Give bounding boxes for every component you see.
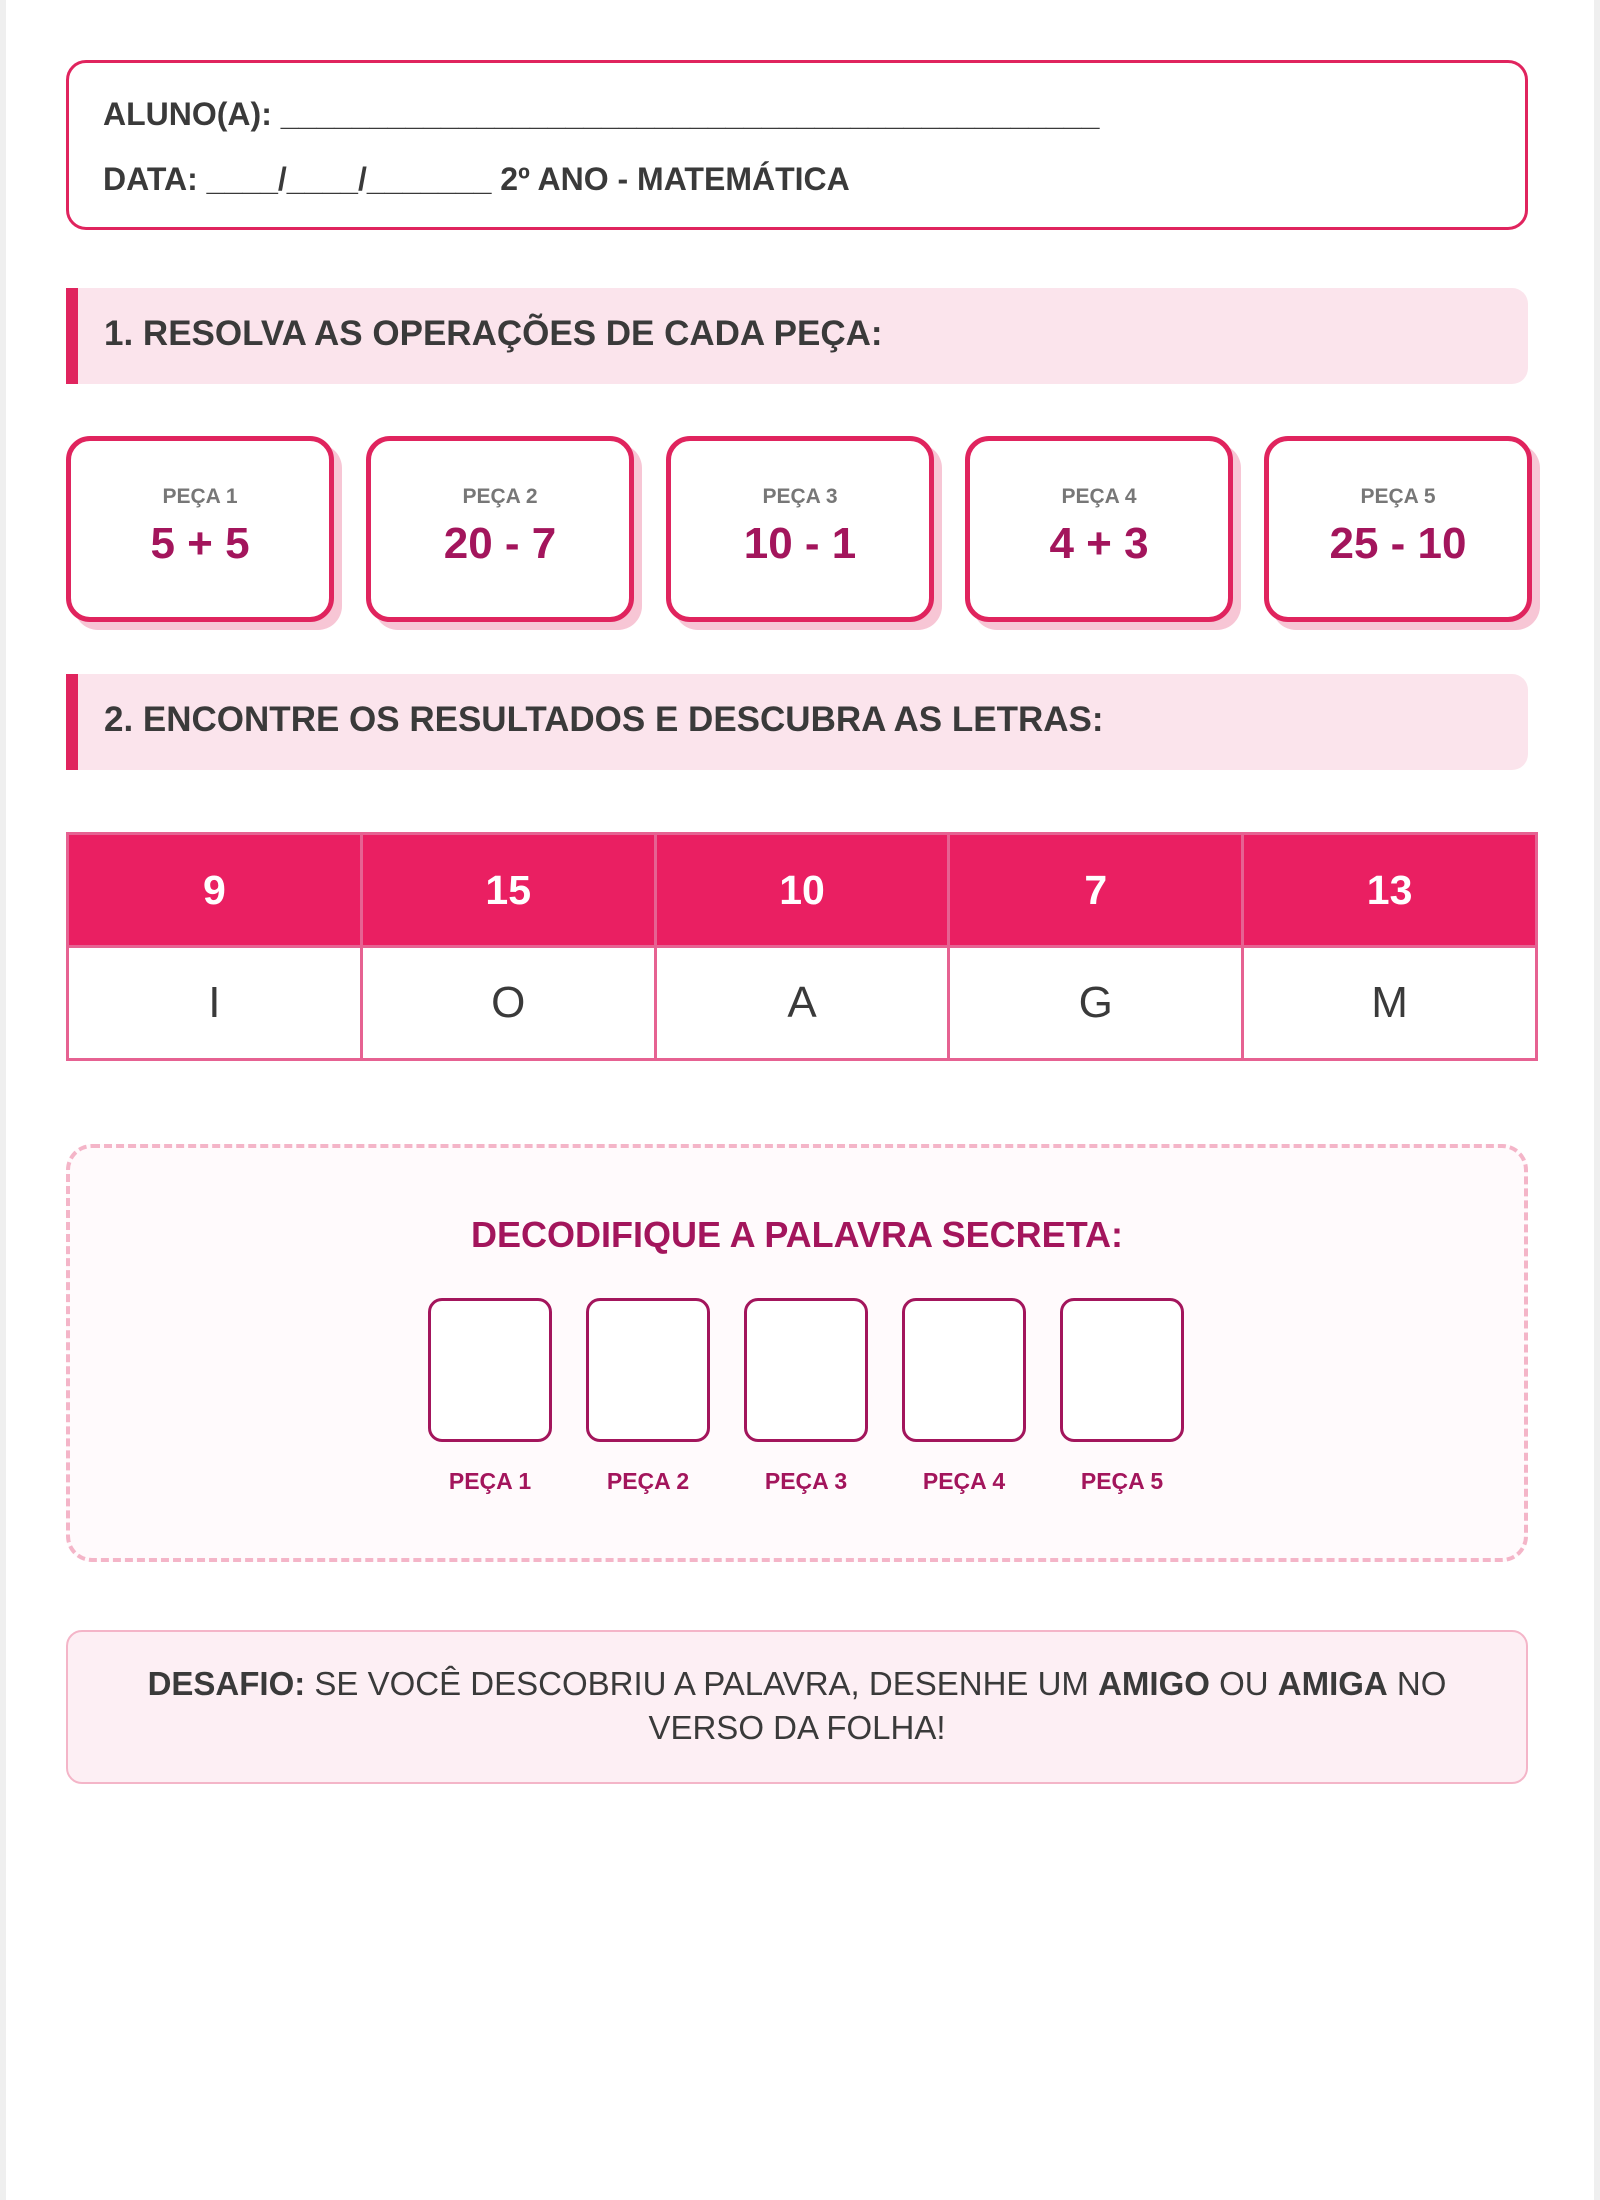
answer-slot-2[interactable]: [586, 1298, 710, 1442]
decode-title: DECODIFIQUE A PALAVRA SECRETA:: [470, 1214, 1123, 1255]
piece-card-4: [965, 436, 1233, 622]
piece-label: PEÇA 1: [162, 485, 238, 508]
secret-word-box: [66, 1144, 1528, 1562]
challenge-word-amiga: AMIGA: [1277, 1665, 1388, 1702]
challenge-text: [98, 1662, 1496, 1750]
number-cell: 13: [1243, 834, 1537, 947]
date-grade-line: DATA: ____/____/_______ 2º ANO - MATEMÁTICA: [103, 161, 850, 197]
worksheet-page: [6, 0, 1594, 2200]
section-2-title: 2. ENCONTRE OS RESULTADOS E DESCUBRA AS LETRAS:: [104, 700, 1104, 739]
answer-slot-3[interactable]: [744, 1298, 868, 1442]
slot-label: PEÇA 5: [1080, 1468, 1164, 1494]
challenge-text-part: OU: [1209, 1665, 1278, 1702]
number-cell: 10: [655, 834, 949, 947]
piece-label: PEÇA 3: [762, 485, 838, 508]
letter-cell: O: [361, 947, 655, 1060]
section-1-title: 1. RESOLVA AS OPERAÇÕES DE CADA PEÇA:: [104, 314, 883, 353]
piece-expression: 25 - 10: [1329, 519, 1467, 568]
number-cell: 15: [361, 834, 655, 947]
piece-expression: 4 + 3: [1049, 519, 1149, 568]
slot-label: PEÇA 3: [764, 1468, 848, 1494]
piece-card-5: [1264, 436, 1532, 622]
letter-cell: G: [949, 947, 1243, 1060]
answer-slot-1[interactable]: [428, 1298, 552, 1442]
section-2-header: [66, 674, 1528, 770]
slot-label: PEÇA 4: [922, 1468, 1006, 1494]
piece-card-3: [666, 436, 934, 622]
section-1-header: [66, 288, 1528, 384]
slot-label: PEÇA 2: [606, 1468, 690, 1494]
answer-slot-4[interactable]: [902, 1298, 1026, 1442]
challenge-label: DESAFIO:: [147, 1665, 306, 1702]
challenge-word-amigo: AMIGO: [1098, 1665, 1210, 1702]
piece-label: PEÇA 4: [1061, 485, 1137, 508]
piece-label: PEÇA 2: [462, 485, 538, 508]
letter-cell: M: [1243, 947, 1537, 1060]
number-letter-key-table: [66, 832, 1538, 1061]
numbers-row: [68, 834, 1537, 947]
piece-expression: 5 + 5: [150, 519, 250, 568]
number-cell: 9: [68, 834, 362, 947]
student-name-line: ALUNO(A): ______________________________________________: [103, 96, 1100, 132]
piece-card-1: [66, 436, 334, 622]
letters-row: [68, 947, 1537, 1060]
challenge-text-part: SE VOCÊ DESCOBRIU A PALAVRA, DESENHE UM: [305, 1665, 1099, 1702]
number-cell: 7: [949, 834, 1243, 947]
piece-expression: 10 - 1: [743, 519, 857, 568]
piece-label: PEÇA 5: [1360, 485, 1436, 508]
challenge-box: [66, 1630, 1528, 1784]
letter-cell: I: [68, 947, 362, 1060]
letter-cell: A: [655, 947, 949, 1060]
piece-expression: 20 - 7: [443, 519, 557, 568]
answer-slot-5[interactable]: [1060, 1298, 1184, 1442]
challenge-text-part: NO VERSO DA FOLHA!: [648, 1665, 1447, 1746]
piece-card-2: [366, 436, 634, 622]
student-info-box: [66, 60, 1528, 230]
slot-label: PEÇA 1: [448, 1468, 532, 1494]
